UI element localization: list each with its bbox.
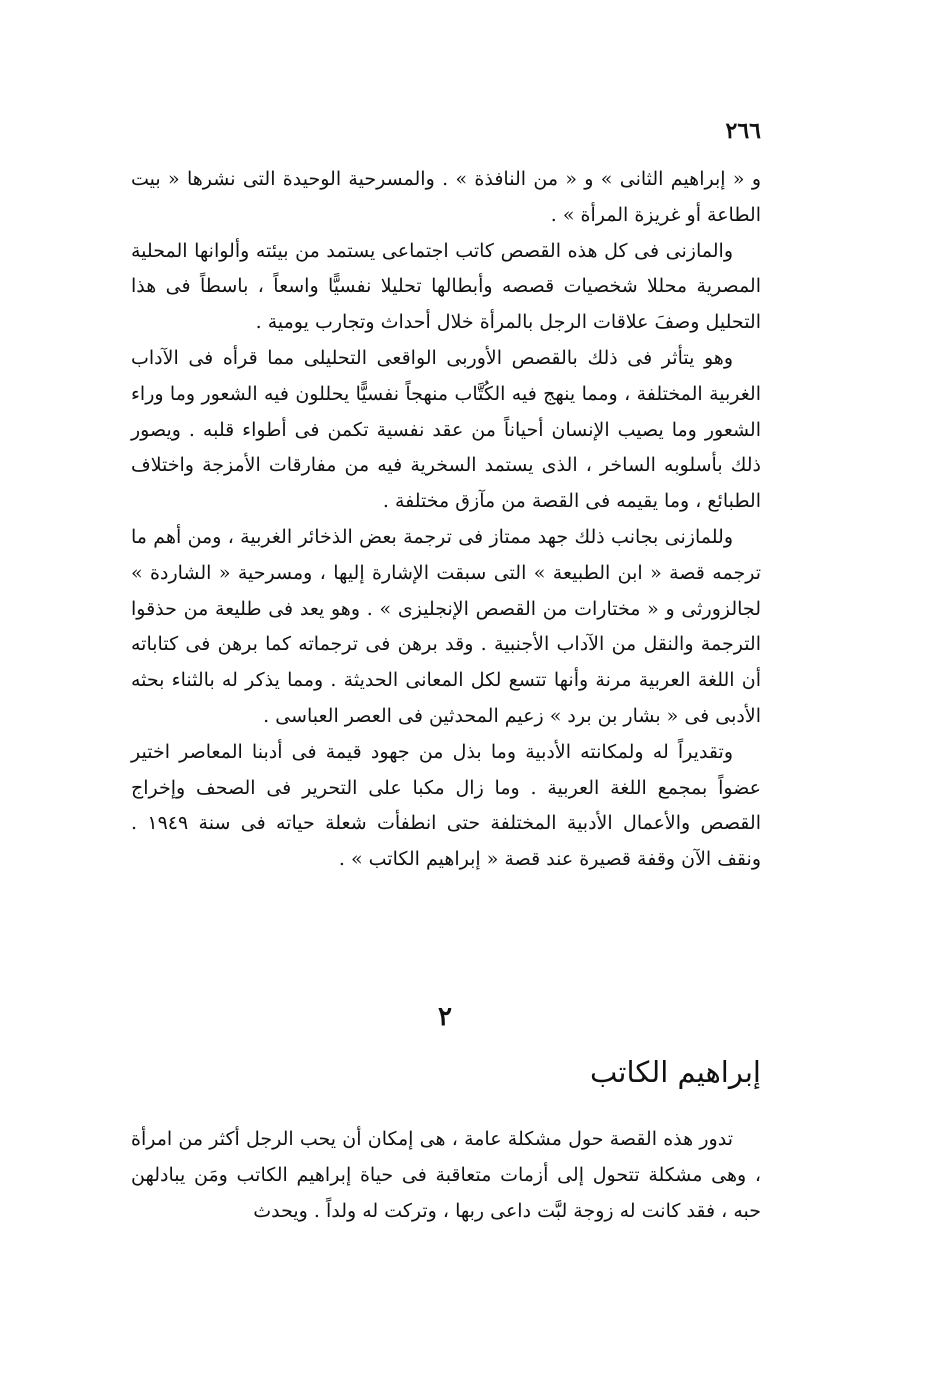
paragraph: وللمازنى بجانب ذلك جهد ممتاز فى ترجمة بعض الذخائر الغربية ، ومن أهم ما ترجمه قصة « ابن الطبيعة » التى سبقت الإشارة إليها ، ومسرحية « الشاردة » لجالزورثى و « مختارات من القصص الإنجليزى » . وهو يعد فى طليعة من حذقوا الترجمة والنقل من الآداب الأجنبية . وقد برهن فى ترجماته كما برهن فى كتاباته أن اللغة العربية مرنة وأنها تتسع لكل المعانى الحديثة . ومما يذكر له بالثناء بحثه الأدبى فى « بشار بن برد » زعيم المحدثين فى العصر العباسى . [131,525,762,727]
paragraph: تدور هذه القصة حول مشكلة عامة ، هى إمكان أن يحب الرجل أكثر من امرأة ، وهى مشكلة تتحول إلى أزمات متعاقبة فى حياة إبراهيم الكاتب ومَن يبادلهن حبه ، فقد كانت له زوجة لبَّت داعى ربها ، وتركت له ولداً . ويحدث [131,1128,761,1222]
section-number: ٢ [438,1002,452,1032]
paragraph: والمازنى فى كل هذه القصص كاتب اجتماعى يستمد من بيئته وألوانها المحلية المصرية محللا شخصيات قصصه وأبطالها تحليلا نفسيًّا واسعاً ، باسطاً فى هذا التحليل وصفَ علاقات الرجل بالمرأة خلال أحداث وتجارب يومية . [131,239,761,334]
section-title: إبراهيم الكاتب [589,1055,761,1089]
paragraph-continuation: و « إبراهيم الثانى » و « من النافذة » . والمسرحية الوحيدة التى نشرها « بيت الطاعة أو غريزة المرأة » . [131,168,761,226]
main-text [131,162,761,878]
paragraph: وهو يتأثر فى ذلك بالقصص الأوربى الواقعى التحليلى مما قرأه فى الآداب الغربية المختلفة ، ومما ينهج فيه الكُتَّاب منهجاً نفسيًّا يحللون فيه الشعور وما وراء الشعور وما يصيب الإنسان أحياناً من عقد نفسية تكمن فى أطواء قلبه . ويصور ذلك بأسلوبه الساخر ، الذى يستمد السخرية فيه من مفارقات الأمزجة واختلاف الطبائع ، وما يقيمه فى القصة من مآزق مختلفة . [131,346,761,513]
section-text [131,1122,761,1229]
page-number: ٢٦٦ [725,118,761,144]
paragraph: وتقديراً له ولمكانته الأدبية وما بذل من جهود قيمة فى أدبنا المعاصر اختير عضواً بمجمع اللغة العربية . وما زال مكبا على التحرير فى الصحف وإخراج القصص والأعمال الأدبية المختلفة حتى انطفأت شعلة حياته فى سنة ١٩٤٩ . ونقف الآن وقفة قصيرة عند قصة « إبراهيم الكاتب » . [131,740,761,871]
